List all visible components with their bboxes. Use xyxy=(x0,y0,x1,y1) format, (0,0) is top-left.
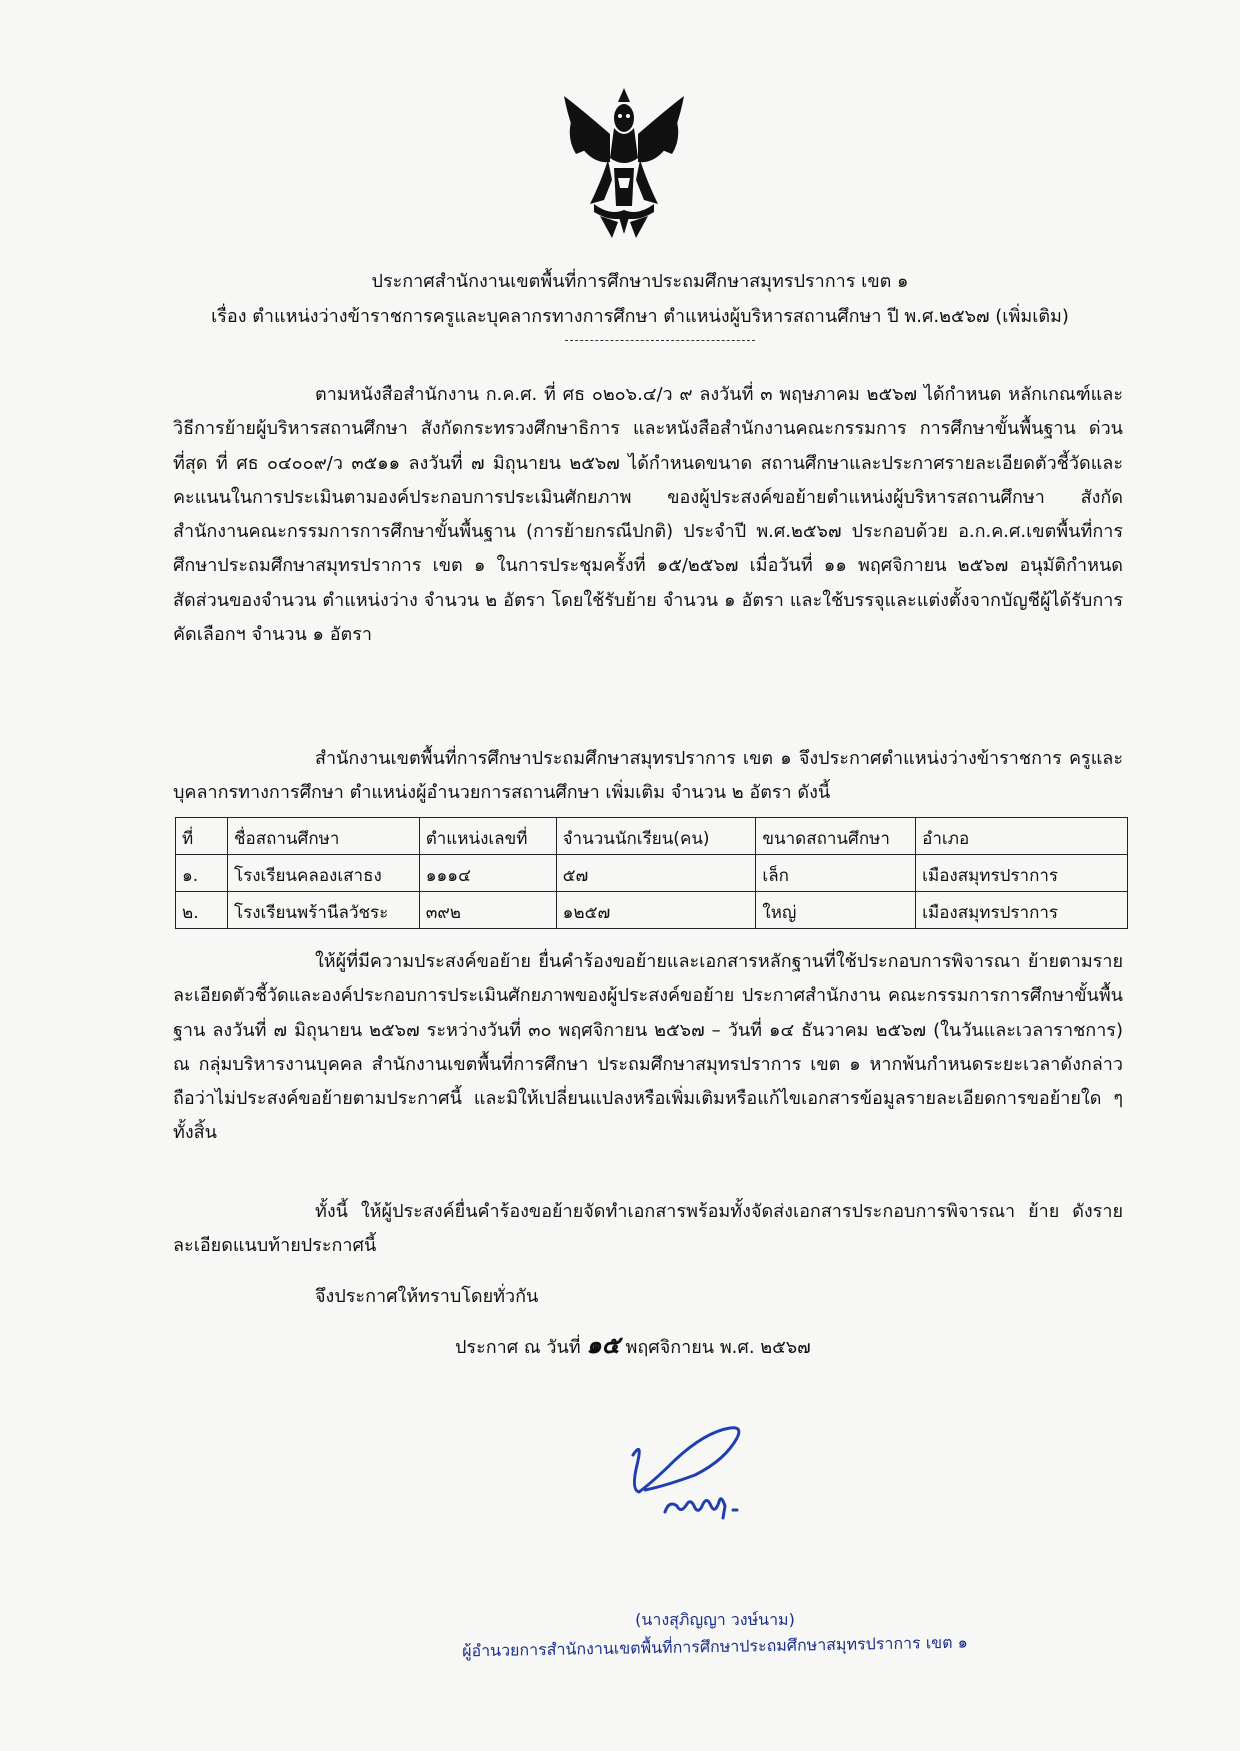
announcement-date xyxy=(455,1330,811,1363)
table-cell: ๑. xyxy=(176,855,228,892)
date-month-year: พฤศจิกายน พ.ศ. ๒๕๖๗ xyxy=(625,1337,811,1358)
table-cell: เมืองสมุทรปราการ xyxy=(916,892,1128,929)
signer-name: (นางสุภิญญา วงษ์นาม) xyxy=(635,1610,795,1629)
vacancy-table xyxy=(175,817,1128,929)
table-cell: โรงเรียนพร้านีลวัชระ xyxy=(227,892,419,929)
table-header-cell: ขนาดสถานศึกษา xyxy=(756,818,916,855)
table-cell: ๑๒๕๗ xyxy=(556,892,756,929)
handwritten-signature-icon xyxy=(625,1420,775,1530)
table-header-cell: ชื่อสถานศึกษา xyxy=(227,818,419,855)
separator-line xyxy=(565,340,755,341)
table-cell: ๓๙๒ xyxy=(419,892,556,929)
announcement-title: ประกาศสำนักงานเขตพื้นที่การศึกษาประถมศึกษาสมุทรปราการ เขต ๑ xyxy=(371,271,909,292)
table-cell: เมืองสมุทรปราการ xyxy=(916,855,1128,892)
table-cell: ๒. xyxy=(176,892,228,929)
signer-title: ผู้อำนวยการสำนักงานเขตพื้นที่การศึกษาประถมศึกษาสมุทรปราการ เขต ๑ xyxy=(462,1632,968,1661)
table-cell: เล็ก xyxy=(756,855,916,892)
paragraph-closing: จึงประกาศให้ทราบโดยทั่วกัน xyxy=(315,1286,539,1307)
paragraph-announcement: สำนักงานเขตพื้นที่การศึกษาประถมศึกษาสมุทรปราการ เขต ๑ จึงประกาศตำแหน่งว่างข้าราชการ ครูและบุคลากรทางการศึกษา ตำแหน่งผู้อำนวยการสถานศึกษา เพิ่มเติม จำนวน ๒ อัตรา ดังนี้ xyxy=(173,748,1123,804)
paragraph-application-period: ให้ผู้ที่มีความประสงค์ขอย้าย ยื่นคำร้องขอย้ายและเอกสารหลักฐานที่ใช้ประกอบการพิจารณา ย้ายตามรายละเอียดตัวชี้วัดและองค์ประกอบการประเมินศักยภาพของผู้ประสงค์ขอย้าย ประกาศสำนักงาน คณะกรรมการการศึกษาขั้นพื้นฐาน ลงวันที่ ๗ มิถุนายน ๒๕๖๗ ระหว่างวันที่ ๓๐ พฤศจิกายน ๒๕๖๗ – วันที่ ๑๔ ธันวาคม ๒๕๖๗ (ในวันและเวลาราชการ) ณ กลุ่มบริหารงานบุคคล สำนักงานเขตพื้นที่การศึกษา ประถมศึกษาสมุทรปราการ เขต ๑ หากพ้นกำหนดระยะเวลาดังกล่าวถือว่าไม่ประสงค์ขอย้ายตามประกาศนี้ และมิให้เปลี่ยนแปลงหรือเพิ่มเติมหรือแก้ไขเอกสารข้อมูลรายละเอียดการขอย้ายใด ๆ ทั้งสิ้น xyxy=(173,951,1123,1144)
paragraph-background: ตามหนังสือสำนักงาน ก.ค.ศ. ที่ ศธ ๐๒๐๖.๔/ว ๙ ลงวันที่ ๓ พฤษภาคม ๒๕๖๗ ได้กำหนด หลักเกณฑ์และวิธีการย้ายผู้บริหารสถานศึกษา สังกัดกระทรวงศึกษาธิการ และหนังสือสำนักงานคณะกรรมการ การศึกษาขั้นพื้นฐาน ด่วนที่สุด ที่ ศธ ๐๔๐๐๙/ว ๓๕๑๑ ลงวันที่ ๗ มิถุนายน ๒๕๖๗ ได้กำหนดขนาด สถานศึกษาและประกาศรายละเอียดตัวชี้วัดและคะแนนในการประเมินตามองค์ประกอบการประเมินศักยภาพ ของผู้ประสงค์ขอย้ายตำแหน่งผู้บริหารสถานศึกษา สังกัดสำนักงานคณะกรรมการการศึกษาขั้นพื้นฐาน (การย้ายกรณีปกติ) ประจำปี พ.ศ.๒๕๖๗ ประกอบด้วย อ.ก.ค.ศ.เขตพื้นที่การศึกษาประถมศึกษาสมุทรปราการ เขต ๑ ในการประชุมครั้งที่ ๑๕/๒๕๖๗ เมื่อวันที่ ๑๑ พฤศจิกายน ๒๕๖๗ อนุมัติกำหนดสัดส่วนของจำนวน ตำแหน่งว่าง จำนวน ๒ อัตรา โดยใช้รับย้าย จำนวน ๑ อัตรา และใช้บรรจุและแต่งตั้งจากบัญชีผู้ได้รับการคัดเลือกฯ จำนวน ๑ อัตรา xyxy=(173,384,1123,646)
table-header-cell: จำนวนนักเรียน(คน) xyxy=(556,818,756,855)
paragraph-documents: ทั้งนี้ ให้ผู้ประสงค์ยื่นคำร้องขอย้ายจัดทำเอกสารพร้อมทั้งจัดส่งเอกสารประกอบการพิจารณา ย้าย ดังรายละเอียดแนบท้ายประกาศนี้ xyxy=(173,1201,1123,1257)
announcement-subject: เรื่อง ตำแหน่งว่างข้าราชการครูและบุคลากรทางการศึกษา ตำแหน่งผู้บริหารสถานศึกษา ปี พ.ศ.๒๕๖๗ (เพิ่มเติม) xyxy=(211,306,1069,327)
table-header-cell: ที่ xyxy=(176,818,228,855)
table-cell: ๕๗ xyxy=(556,855,756,892)
table-header-cell: ตำแหน่งเลขที่ xyxy=(419,818,556,855)
table-row xyxy=(176,892,1128,929)
garuda-emblem-icon xyxy=(560,88,688,238)
table-cell: ใหญ่ xyxy=(756,892,916,929)
table-header-row xyxy=(176,818,1128,855)
table-cell: โรงเรียนคลองเสาธง xyxy=(227,855,419,892)
table-header-cell: อำเภอ xyxy=(916,818,1128,855)
date-day: ๑๕ xyxy=(586,1331,620,1359)
table-row xyxy=(176,855,1128,892)
table-cell: ๑๑๑๔ xyxy=(419,855,556,892)
date-prefix: ประกาศ ณ วันที่ xyxy=(455,1337,581,1358)
